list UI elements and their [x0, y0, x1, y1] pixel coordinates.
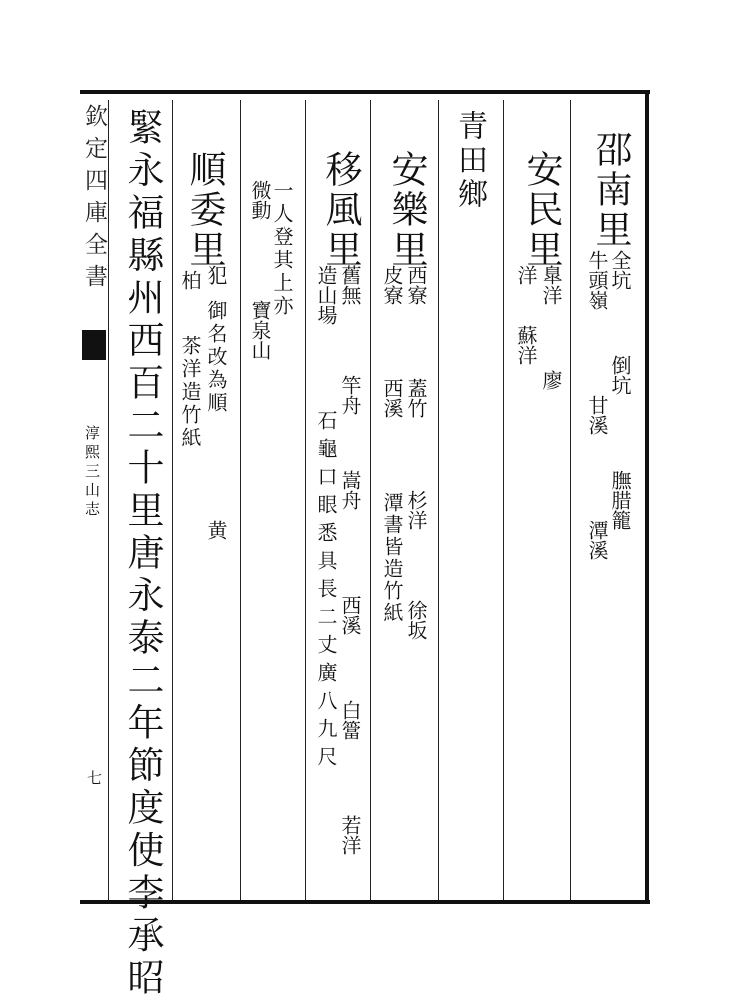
column-rule [240, 100, 241, 900]
note-tanshu-paper: 潭書皆造竹紙 [380, 492, 404, 624]
column-rule [172, 100, 173, 900]
note-yang: 洋 [514, 265, 538, 285]
place-anle-li: 安樂里 [385, 150, 428, 270]
note-zaoshanchang: 造山場 [314, 265, 338, 325]
library-title: 欽定四庫全書 [81, 104, 107, 296]
note-daokeng: 倒坑 [608, 355, 632, 395]
note-quankeng: 全坑 [608, 250, 632, 290]
column-rule [108, 100, 109, 900]
place-anmin-li: 安民里 [520, 150, 563, 270]
page-number: 七 [85, 770, 103, 785]
column-rule [503, 100, 504, 900]
column-rule [438, 100, 439, 900]
column-rule [305, 100, 306, 900]
place-shunwei-li: 順委里 [183, 150, 226, 270]
note-xiliao: 西寮 [404, 265, 428, 305]
note-fan: 犯 [204, 265, 228, 285]
note-niutouling: 牛頭嶺 [585, 250, 609, 310]
place-yifeng-li: 移風里 [319, 150, 362, 270]
border-bottom [80, 900, 650, 904]
book-title: 淳熙三山志 [83, 425, 101, 520]
note-ganzhou: 竿舟 [338, 375, 362, 415]
note-piliao: 皮寮 [380, 265, 404, 305]
note-xixi: 西溪 [380, 378, 404, 418]
note-ruoyang: 若洋 [338, 815, 362, 855]
border-top [80, 90, 650, 94]
note-chayang-paper: 茶洋造竹紙 [178, 335, 202, 450]
note-baidang: 白簹 [338, 700, 362, 740]
note-huang: 黄 [204, 520, 228, 540]
note-shigui-description: 石龜口眼悉具長二丈廣八九尺 [314, 410, 338, 774]
column-rule [370, 100, 371, 900]
note-baoquan-shan: 寶泉山 [248, 300, 272, 360]
note-tanxi: 潭溪 [585, 520, 609, 560]
note-one-person-climbs: 一人登其上亦 [270, 180, 294, 318]
note-weidong: 微動 [248, 180, 272, 220]
note-liao: 廖 [539, 370, 563, 390]
note-bai: 柏 [178, 270, 202, 290]
note-jiuwu: 舊無 [338, 265, 362, 305]
district-qingtian-xiang: 青田鄉 [452, 110, 487, 212]
border-right [645, 90, 649, 904]
note-ganxi: 甘溪 [585, 395, 609, 435]
note-shanyang: 杉洋 [404, 490, 428, 530]
note-xixi-2: 西溪 [338, 595, 362, 635]
note-gaizhu: 蓋竹 [404, 378, 428, 418]
fishtail-mark [82, 330, 106, 360]
place-shaonan-li: 邵南里 [589, 130, 632, 250]
note-wulalong: 膴腊籠 [608, 470, 632, 530]
note-gaoyang: 臯洋 [539, 265, 563, 305]
column-rule [570, 100, 571, 900]
entry-yongfu-xian: 緊永福縣州西百二十里唐永泰二年節度使李承昭 [121, 108, 164, 1001]
note-yuming-change: 御名改為順 [204, 300, 228, 415]
note-songzhou: 嵩舟 [338, 470, 362, 510]
note-xuban: 徐坂 [404, 600, 428, 640]
note-suyang: 蘇洋 [514, 325, 538, 365]
